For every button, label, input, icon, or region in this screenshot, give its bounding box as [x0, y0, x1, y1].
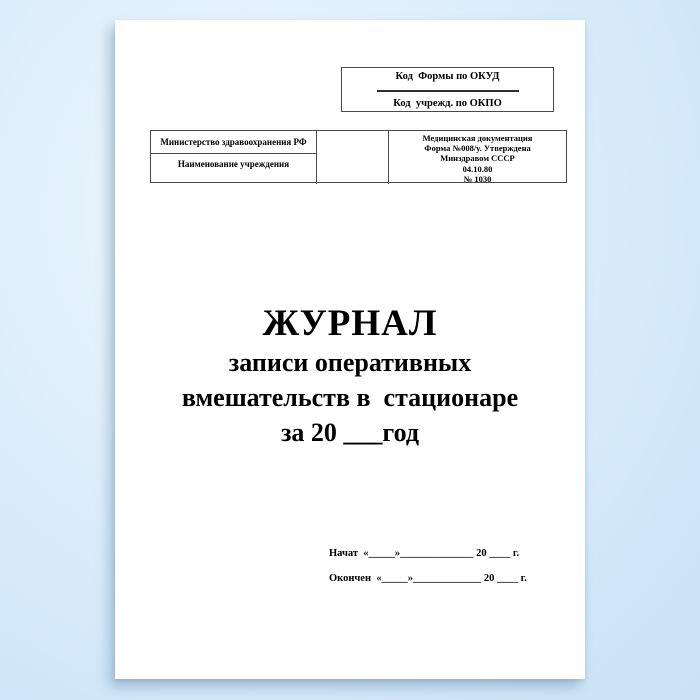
date-lines-block [329, 547, 527, 597]
header-table-empty-cell [317, 131, 389, 184]
okpo-code-label: Код учрежд. по ОКПО [393, 98, 502, 109]
okud-form-code-label: Код Формы по ОКУД [395, 71, 500, 82]
approval-line-3: Минздравом СССР [440, 153, 515, 164]
journal-title: ЖУРНАЛ [262, 303, 438, 344]
okud-fill-line [377, 90, 519, 92]
form-approval-cell [389, 131, 566, 184]
title-subtitle-line-2: вмешательств в стационаре [181, 383, 519, 412]
institution-name-label: Наименование учреждения [177, 159, 290, 169]
title-year-line: за 20 ___год [280, 418, 419, 447]
journal-cover-page [115, 20, 585, 679]
title-subtitle-line-1: записи оперативных [228, 348, 472, 377]
ministry-label: Министерство здравоохранения РФ [151, 131, 316, 154]
approval-line-4: 04.10.80 [462, 163, 493, 174]
header-table-left-column [151, 131, 317, 184]
approval-line-2: Форма №008/у. Утверждена [424, 143, 531, 154]
approval-line-5: № 1030 [463, 173, 492, 184]
header-table [150, 130, 567, 183]
approval-line-1: Медицинская документация [422, 133, 533, 143]
title-block [115, 303, 585, 450]
started-date-line: Начат «_____»______________ 20 ____ г. [329, 548, 520, 559]
finished-date-line: Окончен «_____»_____________ 20 ____ г. [329, 573, 527, 584]
okud-code-box [341, 67, 554, 112]
